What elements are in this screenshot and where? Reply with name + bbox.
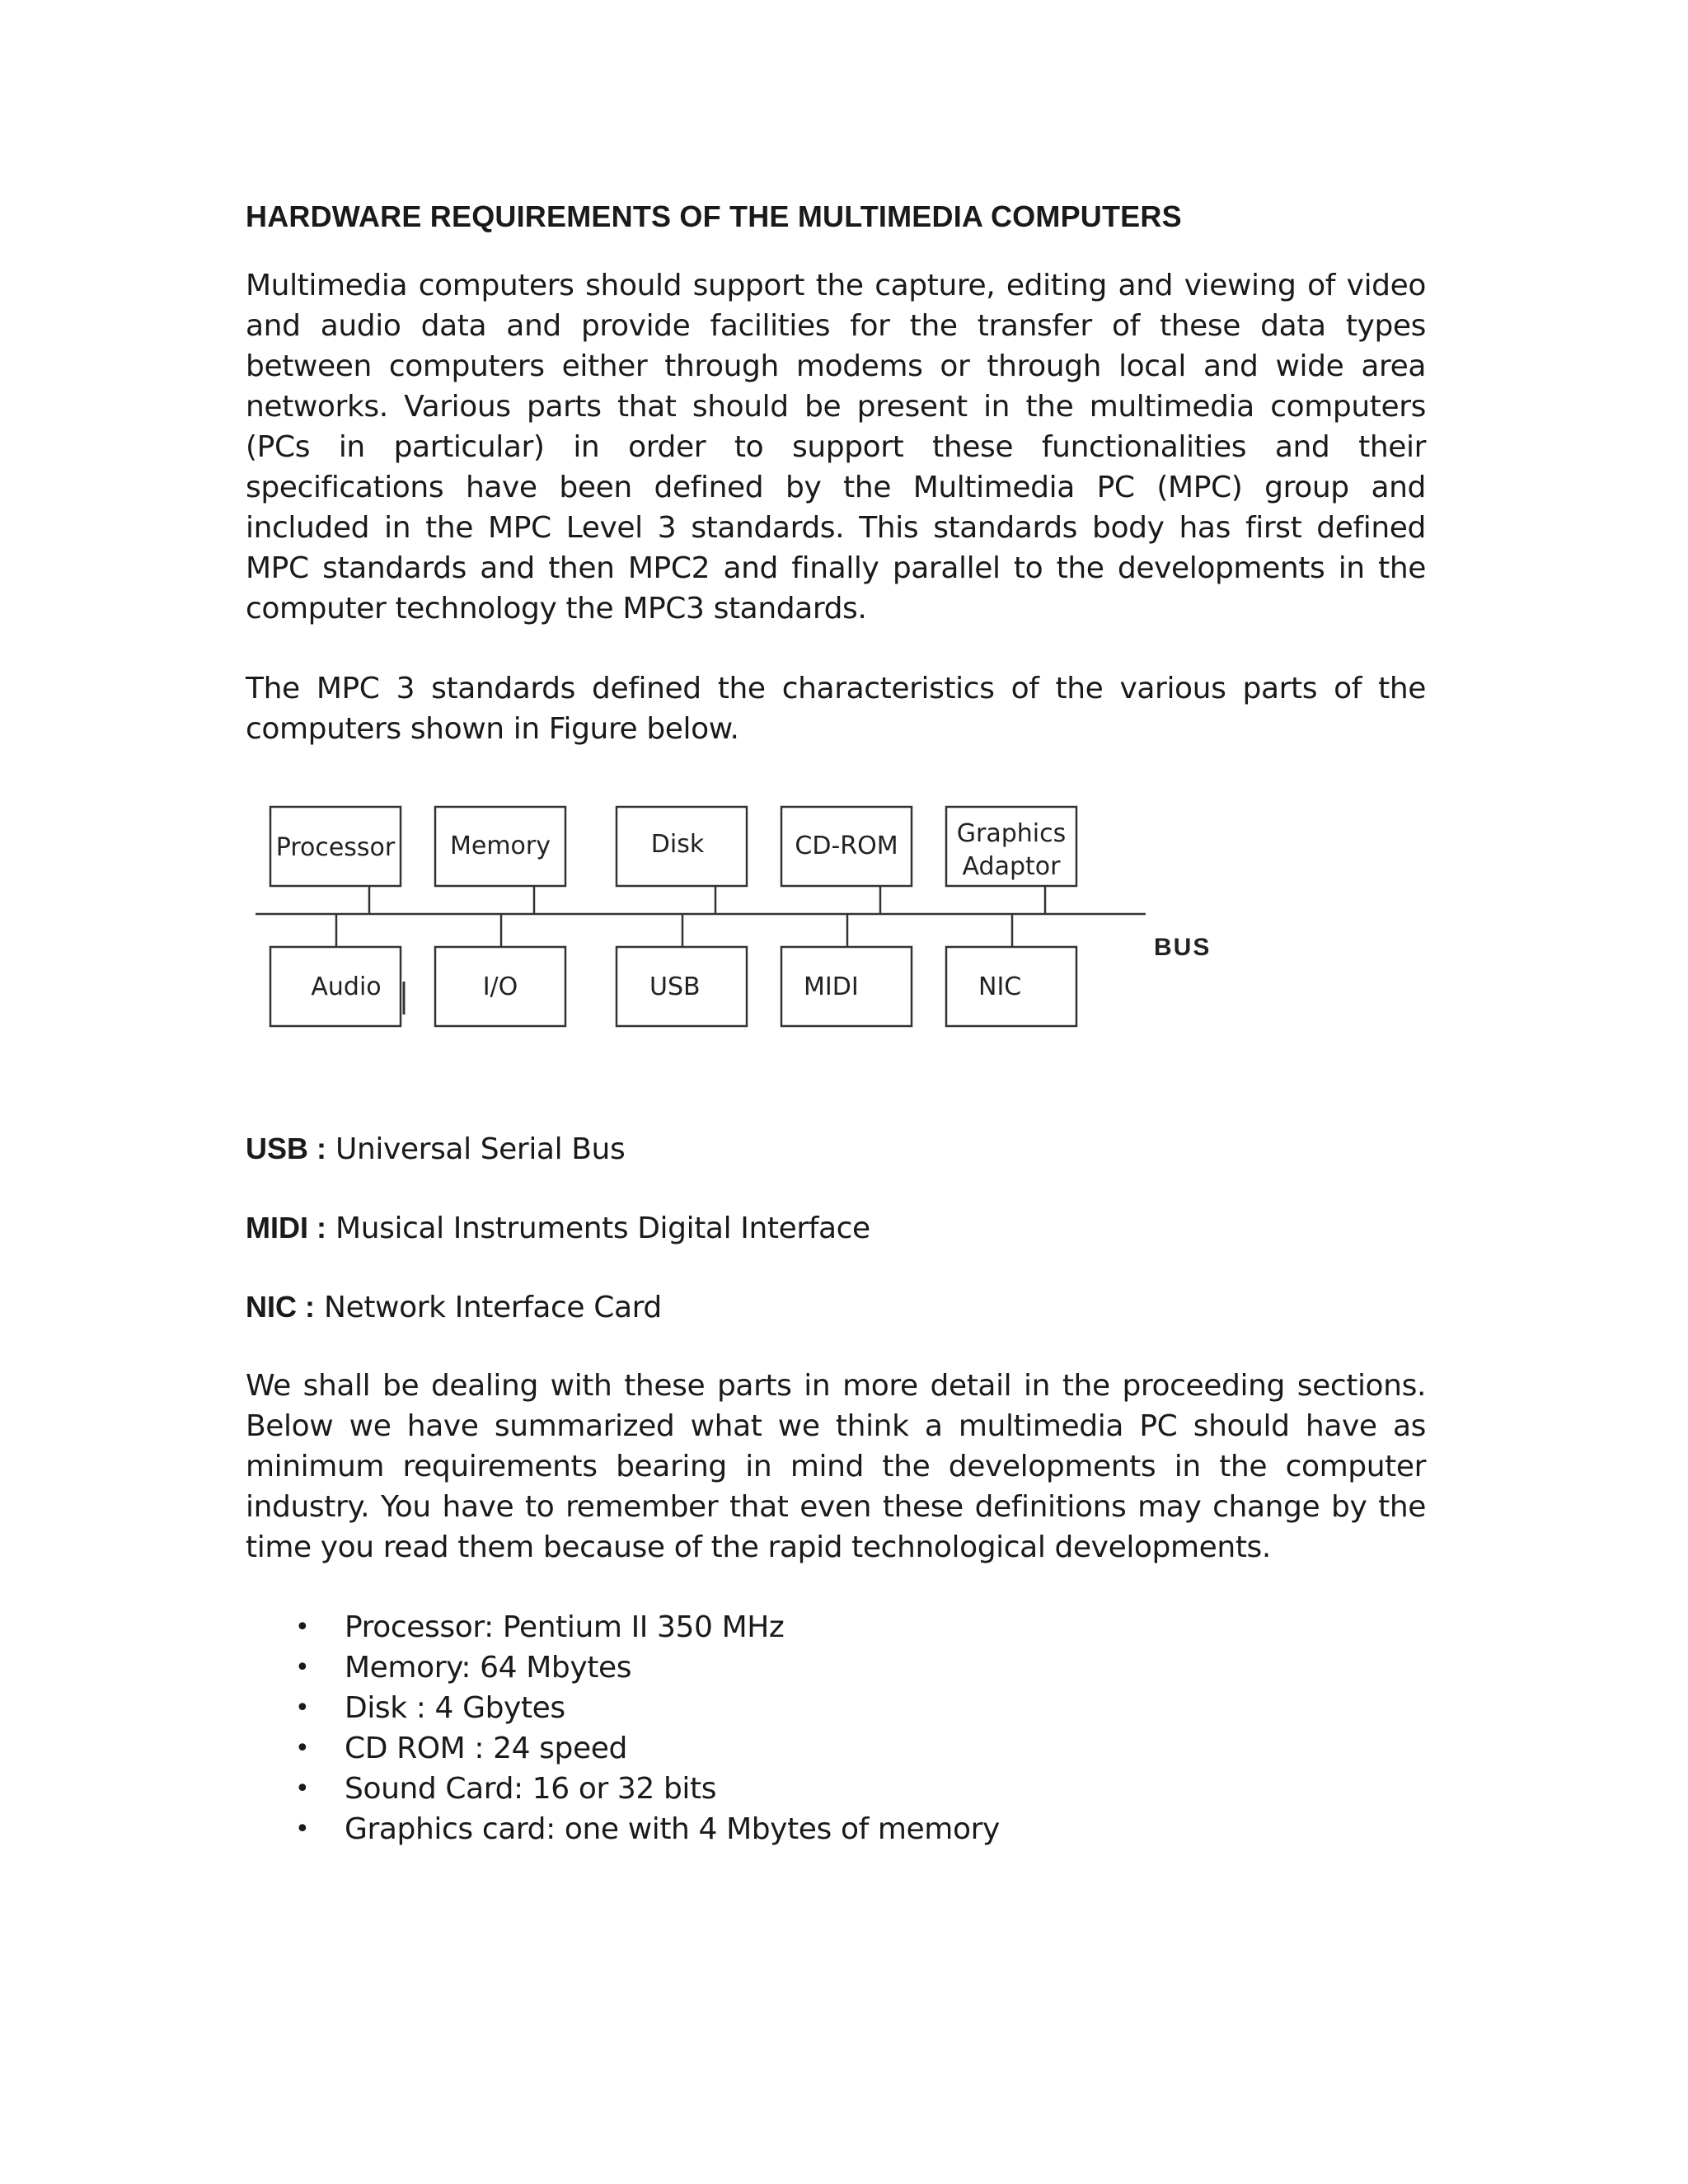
- intro-paragraph: Multimedia computers should support the capture, editing and viewing of video and audio data and provide facilities for the transfer of these data types between computers either through modems or through local and wide area networks. Various parts that should be present in the multimedia computers (PCs in particular) in order to support these functionalities and their specifications have been defined by the Multimedia PC (MPC) group and included in the MPC Level 3 standards. This standards body has first defined MPC standards and then MPC2 and finally parallel to the developments in the computer technology the MPC3 standards.: [246, 269, 1426, 626]
- midi-meaning: Musical Instruments Digital Interface: [326, 1212, 870, 1245]
- nic-meaning: Network Interface Card: [315, 1291, 662, 1324]
- usb-term: USB :: [246, 1132, 326, 1165]
- disk-label: Disk: [650, 830, 705, 859]
- requirement-disk: Disk : 4 Gbytes: [345, 1691, 565, 1725]
- figure-intro-paragraph: The MPC 3 standards defined the characteristics of the various parts of the computers shown in Figure below.: [246, 672, 1426, 746]
- bullet-icon: •: [295, 1694, 310, 1722]
- page-title: HARDWARE REQUIREMENTS OF THE MULTIMEDIA COMPUTERS: [246, 199, 1182, 233]
- bullet-icon: •: [295, 1653, 310, 1682]
- graphics-label: Graphics: [956, 819, 1067, 848]
- midi-term: MIDI :: [246, 1211, 326, 1244]
- nic-term: NIC :: [246, 1290, 315, 1324]
- nic-definition: [246, 1286, 1426, 1328]
- bullet-icon: •: [295, 1774, 310, 1803]
- list-item: [246, 1809, 1426, 1849]
- requirement-sound-card: Sound Card: 16 or 32 bits: [345, 1772, 717, 1806]
- list-item: [246, 1647, 1426, 1688]
- audio-label: Audio: [311, 972, 382, 1001]
- list-item: [246, 1688, 1426, 1728]
- list-item: [246, 1728, 1426, 1769]
- bullet-icon: •: [295, 1734, 310, 1763]
- requirement-processor: Processor: Pentium II 350 MHz: [345, 1610, 785, 1644]
- document-page: [246, 198, 1426, 1849]
- adaptor-label: Adaptor: [962, 852, 1061, 881]
- memory-label: Memory: [449, 832, 551, 860]
- list-item: [246, 1769, 1426, 1809]
- requirement-memory: Memory: 64 Mbytes: [345, 1651, 632, 1685]
- requirement-graphics-card: Graphics card: one with 4 Mbytes of memory: [345, 1812, 1000, 1846]
- cdrom-label: CD-ROM: [795, 832, 898, 860]
- bullet-icon: •: [295, 1815, 310, 1844]
- bullet-icon: •: [295, 1613, 310, 1642]
- requirement-cdrom: CD ROM : 24 speed: [345, 1732, 627, 1765]
- midi-definition: [246, 1207, 1426, 1249]
- closing-paragraph: We shall be dealing with these parts in more detail in the proceeding sections. Below we have summarized what we think a multimedia PC should have as minimum requirements bearing in mind the developments in the computer industry. You have to remember that even these definitions may change by the time you read them because of the rapid technological developments.: [246, 1369, 1426, 1564]
- acronym-definitions: [246, 1128, 1426, 1328]
- bus-diagram-svg: [256, 799, 1220, 1046]
- mpc-bus-diagram: [256, 799, 1220, 1046]
- nic-label: NIC: [978, 972, 1022, 1001]
- bus-label: BUS: [1154, 934, 1212, 961]
- requirements-list: [246, 1607, 1426, 1849]
- midi-label: MIDI: [804, 972, 859, 1001]
- usb-meaning: Universal Serial Bus: [326, 1132, 626, 1166]
- io-label: I/O: [482, 972, 518, 1001]
- usb-label: USB: [649, 972, 701, 1001]
- processor-label: Processor: [275, 833, 396, 862]
- usb-definition: [246, 1128, 1426, 1169]
- list-item: [246, 1607, 1426, 1647]
